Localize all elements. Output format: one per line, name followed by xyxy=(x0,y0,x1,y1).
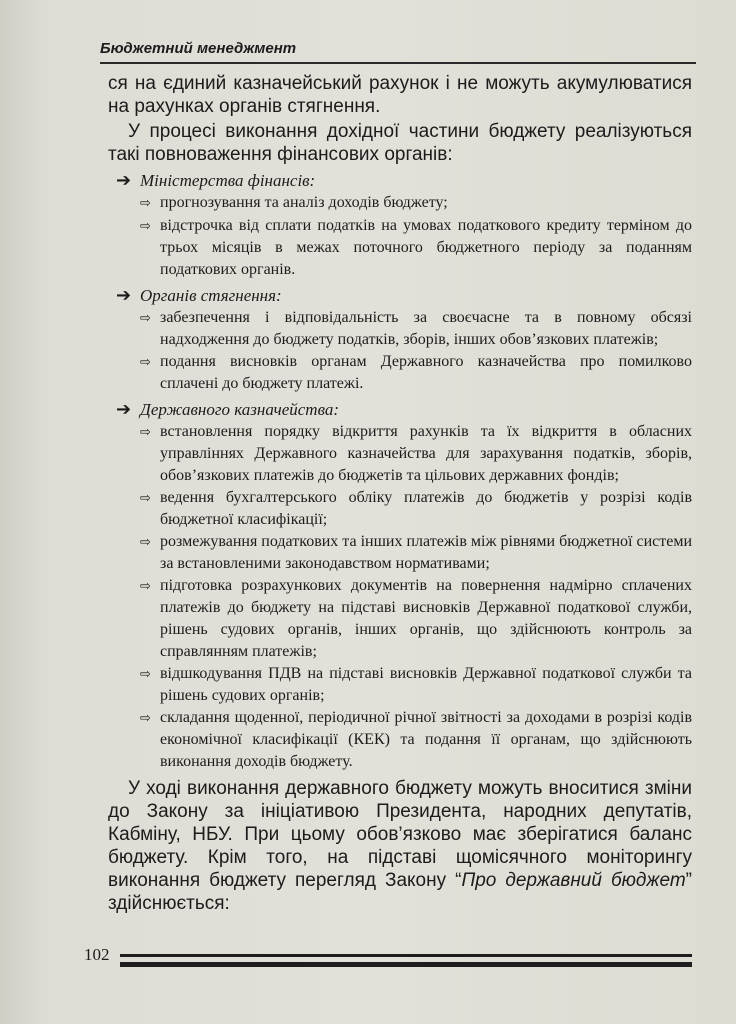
hollow-arrow-icon: ⇨ xyxy=(140,311,151,326)
section-title: Державного казначейства: xyxy=(140,400,339,419)
hollow-arrow-icon: ⇨ xyxy=(140,667,151,682)
list-item xyxy=(140,531,692,575)
hollow-arrow-icon: ⇨ xyxy=(140,196,151,211)
list-item-text: прогнозування та аналіз доходів бюджету; xyxy=(160,194,448,211)
section-ministry xyxy=(108,170,692,281)
section-heading xyxy=(108,285,692,307)
list-item xyxy=(140,663,692,707)
list-item xyxy=(140,192,692,215)
hollow-arrow-icon: ⇨ xyxy=(140,219,151,234)
list-item xyxy=(140,215,692,281)
list-item-text: складання щоденної, періодичної річної звітності за доходами в розрізі кодів економічної класифікації (КЕК) та подання її органам, що здійснюють виконання доходів бюджету. xyxy=(160,709,692,770)
header-rule xyxy=(100,62,696,64)
law-title: Про державний бюджет xyxy=(461,870,686,891)
arrow-bullet-icon: ➔ xyxy=(116,170,132,191)
page-content xyxy=(108,72,692,915)
running-header: Бюджетний менеджмент xyxy=(100,40,297,57)
section-collection-bodies xyxy=(108,285,692,395)
section-title: Міністерства фінансів: xyxy=(140,171,316,190)
section-treasury xyxy=(108,399,692,773)
hollow-arrow-icon: ⇨ xyxy=(140,425,151,440)
list-item-text: відшкодування ПДВ на підставі висновків Державної податкової служби та рішень судових органів; xyxy=(160,665,692,704)
footer-rule xyxy=(120,954,692,957)
hollow-arrow-icon: ⇨ xyxy=(140,711,151,726)
paragraph-intro: У процесі виконання дохідної частини бюджету реалізуються такі повноваження фінансових органів: xyxy=(108,121,692,165)
list-item xyxy=(140,575,692,663)
list-item-text: розмежування податкових та інших платежів між рівнями бюджетної системи за встановленими законодавством нормативами; xyxy=(160,533,693,572)
hollow-arrow-icon: ⇨ xyxy=(140,579,151,594)
list-item-text: забезпечення і відповідальність за своєчасне та в повному обсязі надходження до бюджету податків, зборів, інших обов’язкових платежів; xyxy=(160,309,692,348)
list-item-text: відстрочка від сплати податків на умовах податкового кредиту терміном до трьох місяців в межах поточного бюджетного періоду за поданням податкових органів. xyxy=(160,217,692,278)
hollow-arrow-icon: ⇨ xyxy=(140,491,151,506)
section-title: Органів стягнення: xyxy=(140,286,282,305)
section-heading xyxy=(108,170,692,192)
page-number: 102 xyxy=(84,945,110,964)
list-item-text: встановлення порядку відкриття рахунків та їх відкриття в обласних управліннях Державного казначейства для зарахування податків, зборів, обов’язкових платежів до бюджетів та цільових державних фондів; xyxy=(160,423,692,484)
paragraph-text: У ході виконання державного бюджету можуть вноситися зміни до Закону за ініціативою Президента, народних депутатів, Кабміну, НБУ. При цьому обов’язково має зберігатися баланс бюджету. Крім того, на підставі щомісячного моніторингу виконання бюджету перегляд Закону “ xyxy=(108,778,692,891)
arrow-bullet-icon: ➔ xyxy=(116,285,132,306)
paragraph-amendments xyxy=(108,777,692,915)
hollow-arrow-icon: ⇨ xyxy=(140,355,151,370)
footer-rule-thick xyxy=(120,962,692,967)
list-item-text: подання висновків органам Державного казначейства про помилково сплачені до бюджету платежі. xyxy=(160,353,692,392)
paragraph-text-end: ” здійснюється: xyxy=(108,870,692,914)
list-item xyxy=(140,307,692,351)
paragraph-continuation: ся на єдиний казначейський рахунок і не можуть акумулюватися на рахунках органів стягнення. xyxy=(108,73,692,117)
section-heading xyxy=(108,399,692,421)
list-item xyxy=(140,421,692,487)
arrow-bullet-icon: ➔ xyxy=(116,399,132,420)
list-item-text: ведення бухгалтерського обліку платежів до бюджетів у розрізі кодів бюджетної класифікації; xyxy=(160,489,692,528)
list-item-text: підготовка розрахункових документів на повернення надмірно сплачених платежів до бюджету на підставі висновків Державної податкової служби, рішень судових органів, інших органів, що здійснюють контроль за справлянням платежів; xyxy=(160,577,692,660)
hollow-arrow-icon: ⇨ xyxy=(140,535,151,550)
list-item xyxy=(140,707,692,773)
list-item xyxy=(140,351,692,395)
list-item xyxy=(140,487,692,531)
